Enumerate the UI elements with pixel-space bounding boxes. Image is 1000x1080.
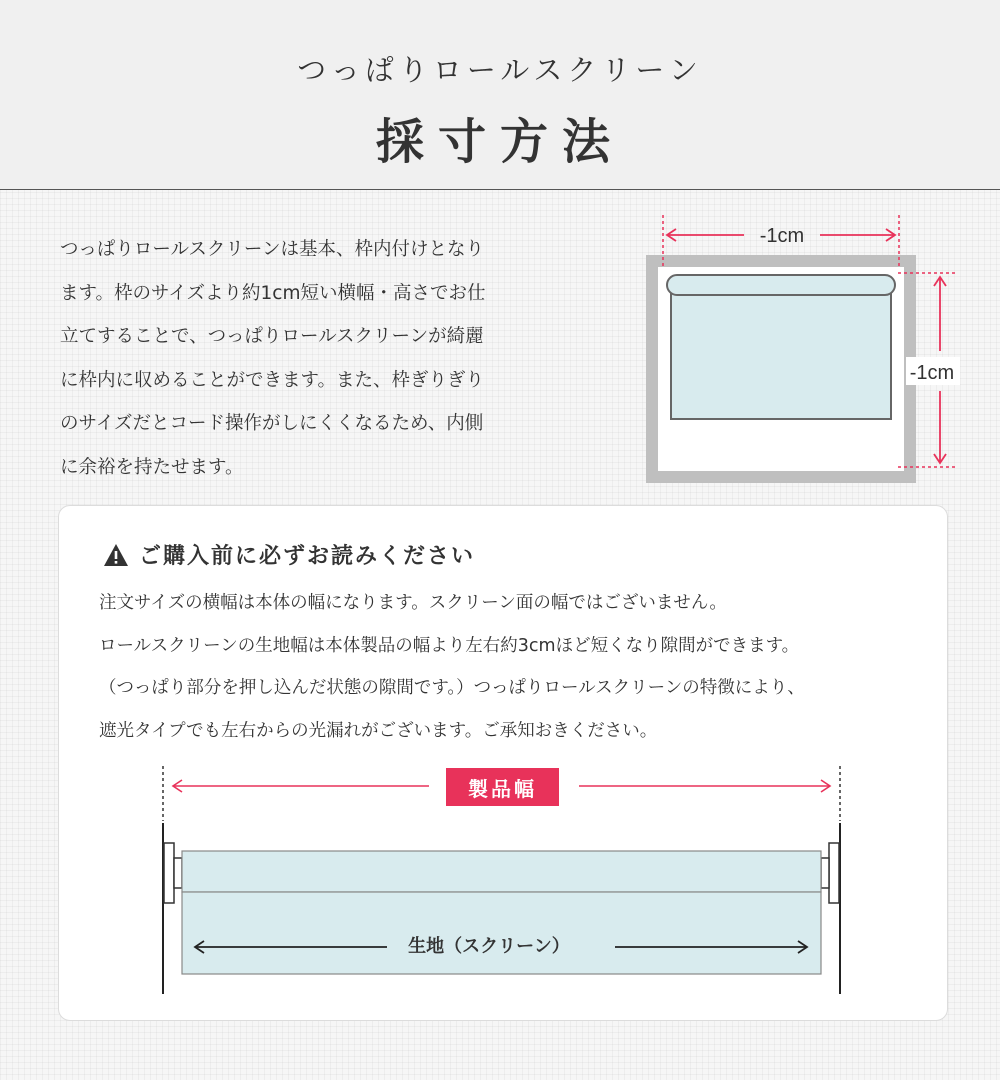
frame-measure-diagram bbox=[640, 205, 970, 495]
notice-line: 遮光タイプでも左右からの光漏れがございます。ご承知おきください。 bbox=[99, 720, 658, 741]
notice-line: ロールスクリーンの生地幅は本体製品の幅より左右約3cmほど短くなり隙間ができます。 bbox=[99, 635, 800, 656]
page-title: 採寸方法 bbox=[375, 114, 624, 170]
fabric-label: 生地（スクリーン） bbox=[408, 936, 570, 957]
notice-heading bbox=[103, 539, 475, 570]
intro-text bbox=[60, 228, 530, 489]
page-header bbox=[0, 0, 1000, 190]
notice-box bbox=[58, 505, 948, 1021]
roll-head bbox=[182, 851, 821, 892]
intro-line: のサイズだとコード操作がしにくくなるため、内側 bbox=[60, 413, 484, 434]
tension-rod-left bbox=[174, 858, 182, 888]
intro-line: に余裕を持たせます。 bbox=[60, 456, 244, 478]
height-reduction-label: -1cm bbox=[909, 362, 955, 384]
intro-line: に枠内に収めることができます。また、枠ぎりぎり bbox=[60, 369, 485, 391]
notice-text bbox=[99, 582, 929, 752]
page-subtitle: つっぱりロールスクリーン bbox=[297, 53, 703, 87]
notice-line: 注文サイズの横幅は本体の幅になります。スクリーン面の幅ではございません。 bbox=[99, 593, 727, 613]
roll-screen-fabric bbox=[671, 291, 891, 419]
notice-line: （つっぱり部分を押し込んだ状態の隙間です。）つっぱりロールスクリーンの特徴により、 bbox=[99, 678, 805, 698]
tension-rod-right bbox=[821, 858, 829, 888]
tension-pad-right bbox=[829, 843, 839, 903]
intro-line: 立てすることで、つっぱりロールスクリーンが綺麗 bbox=[60, 326, 484, 347]
warning-icon bbox=[103, 543, 129, 567]
notice-title: ご購入前に必ずお読みください bbox=[139, 544, 476, 569]
tension-pad-left bbox=[164, 843, 174, 903]
width-reduction-label: -1cm bbox=[759, 225, 805, 247]
intro-line: つっぱりロールスクリーンは基本、枠内付けとなり bbox=[60, 239, 485, 260]
intro-line: ます。枠のサイズより約1cm短い横幅・高さでお仕 bbox=[60, 282, 486, 304]
roll-screen-head bbox=[667, 275, 895, 295]
product-width-label: 製品幅 bbox=[446, 768, 559, 806]
